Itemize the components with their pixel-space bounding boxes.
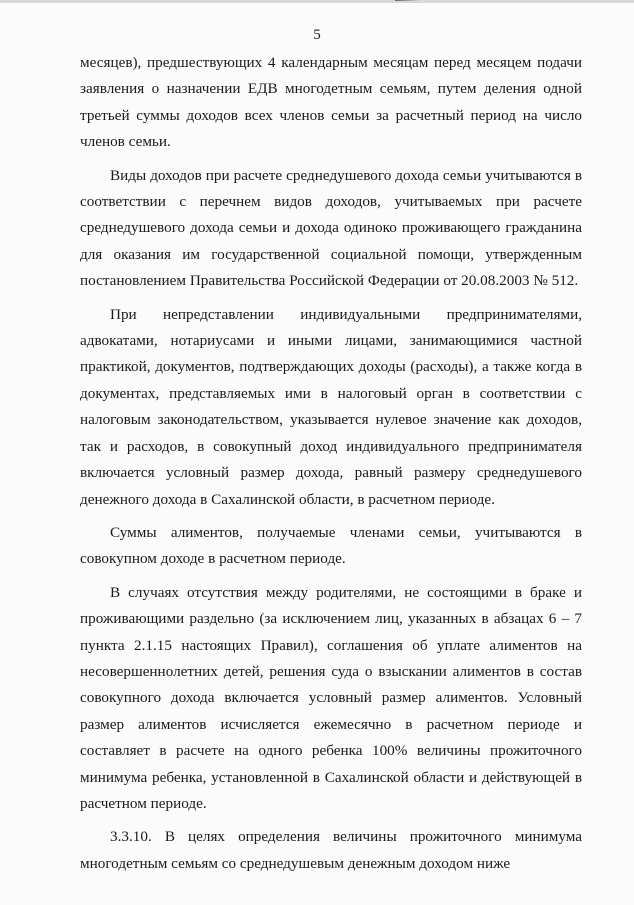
paragraph-alimony: Суммы алиментов, получаемые членами семьи, учитываются в совокупном доходе в расчетном периоде. bbox=[80, 523, 582, 568]
body-text bbox=[80, 50, 582, 877]
page-number: 5 bbox=[313, 27, 321, 43]
paragraph-continuation: месяцев), предшествующих 4 календарным месяцам перед месяцем подачи заявления о назначении ЕДВ многодетным семьям, путем деления одной третьей суммы доходов всех членов семьи за расчетный период на число членов семьи. bbox=[80, 54, 582, 151]
paragraph-income-types: Виды доходов при расчете среднедушевого дохода семьи учитываются в соответствии с перечнем видов доходов, учитываемых при расчете среднедушевого дохода семьи и дохода одиноко проживающего гражданина для оказания им государственной социальной помощи, утвержденным постановлением Правительства Российской Федерации от 20.08.2003 № 512. bbox=[80, 166, 582, 290]
paragraph-entrepreneurs: При непредставлении индивидуальными предпринимателями, адвокатами, нотариусами и иными лицами, занимающимися частной практикой, документов, подтверждающих доходы (расходы), а также когда в документах, представляемых ими в налоговый орган в соответствии с налоговым законодательством, указывается нулевое значение как доходов, так и расходов, в совокупный доход индивидуального предпринимателя включается условный размер дохода, равный размеру среднедушевого денежного дохода в Сахалинской области, в расчетном периоде. bbox=[80, 305, 582, 508]
paragraph-conditional-alimony: В случаях отсутствия между родителями, не состоящими в браке и проживающими раздельно (за исключением лиц, указанных в абзацах 6 – 7 пункта 2.1.15 настоящих Правил), соглашения об уплате алиментов на несовершеннолетних детей, решения суда о взыскании алиментов в состав совокупного дохода включается условный размер алиментов. Условный размер алиментов исчисляется ежемесячно в расчетном периоде и составляет в расчете на одного ребенка 100% величины прожиточного минимума ребенка, установленной в Сахалинской области и действующей в расчетном периоде. bbox=[80, 583, 582, 812]
scan-edge bbox=[0, 0, 634, 3]
paragraph-3-3-10: 3.3.10. В целях определения величины прожиточного минимума многодетным семьям со среднедушевым денежным доходом ниже bbox=[80, 828, 582, 872]
